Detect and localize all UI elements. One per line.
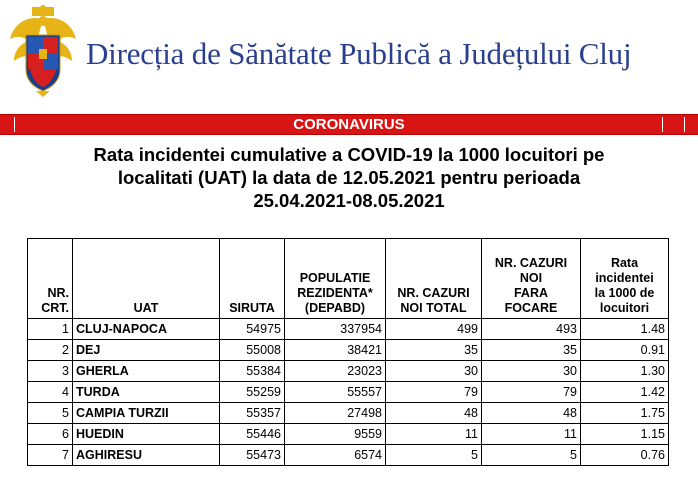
header-line: SIRUTA bbox=[229, 301, 275, 315]
table-row bbox=[28, 403, 669, 424]
new-cases-total: 11 bbox=[386, 424, 482, 445]
siruta-code: 55008 bbox=[220, 340, 285, 361]
coronavirus-banner bbox=[0, 114, 698, 135]
population: 27498 bbox=[285, 403, 386, 424]
new-cases-no-outbreak: 79 bbox=[482, 382, 581, 403]
uat-name: DEJ bbox=[73, 340, 220, 361]
siruta-code: 55446 bbox=[220, 424, 285, 445]
population: 9559 bbox=[285, 424, 386, 445]
siruta-code: 55384 bbox=[220, 361, 285, 382]
new-cases-no-outbreak: 5 bbox=[482, 445, 581, 466]
new-cases-total: 30 bbox=[386, 361, 482, 382]
siruta-code: 55259 bbox=[220, 382, 285, 403]
header-line: POPULATIE bbox=[299, 271, 371, 285]
incidence-table bbox=[27, 238, 669, 466]
incidence-rate: 0.76 bbox=[581, 445, 669, 466]
header-line: UAT bbox=[133, 301, 159, 315]
cases-no-outbreak-header bbox=[482, 239, 581, 319]
header-line: la 1000 de bbox=[594, 286, 655, 300]
header-line: FOCARE bbox=[504, 301, 558, 315]
incidence-rate: 0.91 bbox=[581, 340, 669, 361]
report-title-line: 25.04.2021-08.05.2021 bbox=[253, 190, 445, 211]
row-number: 2 bbox=[28, 340, 73, 361]
header-line: FARA bbox=[513, 286, 549, 300]
siruta-code: 55473 bbox=[220, 445, 285, 466]
table-body bbox=[28, 319, 669, 466]
uat-name: CLUJ-NAPOCA bbox=[73, 319, 220, 340]
population: 55557 bbox=[285, 382, 386, 403]
new-cases-total: 5 bbox=[386, 445, 482, 466]
uat-name: HUEDIN bbox=[73, 424, 220, 445]
report-title-line: localitati (UAT) la data de 12.05.2021 pentru perioada bbox=[117, 167, 581, 188]
header-line: REZIDENTA* bbox=[297, 286, 373, 300]
new-cases-no-outbreak: 35 bbox=[482, 340, 581, 361]
uat-name: AGHIRESU bbox=[73, 445, 220, 466]
header-line: Rata bbox=[610, 256, 639, 270]
header-line: incidentei bbox=[595, 271, 654, 285]
siruta-code: 54975 bbox=[220, 319, 285, 340]
population-header bbox=[285, 239, 386, 319]
table-row bbox=[28, 340, 669, 361]
population: 38421 bbox=[285, 340, 386, 361]
row-number: 6 bbox=[28, 424, 73, 445]
uat-header bbox=[73, 239, 220, 319]
incidence-rate-header bbox=[581, 239, 669, 319]
row-number: 7 bbox=[28, 445, 73, 466]
organization-name: Direcția de Sănătate Publică a Județului Cluj bbox=[86, 36, 632, 71]
header-line: locuitori bbox=[599, 301, 650, 315]
row-number: 4 bbox=[28, 382, 73, 403]
incidence-rate: 1.75 bbox=[581, 403, 669, 424]
siruta-code: 55357 bbox=[220, 403, 285, 424]
table-header-row bbox=[28, 239, 669, 319]
new-cases-header bbox=[386, 239, 482, 319]
row-number: 5 bbox=[28, 403, 73, 424]
uat-name: GHERLA bbox=[73, 361, 220, 382]
header-line: NOI bbox=[519, 271, 543, 285]
report-title-line: Rata incidentei cumulative a COVID-19 la 1000 locuitori pe bbox=[93, 144, 605, 165]
nr-crt-header bbox=[28, 239, 73, 319]
new-cases-no-outbreak: 11 bbox=[482, 424, 581, 445]
table-row bbox=[28, 445, 669, 466]
siruta-header bbox=[220, 239, 285, 319]
table-row bbox=[28, 361, 669, 382]
header-line: (DEPABD) bbox=[304, 301, 366, 315]
new-cases-total: 35 bbox=[386, 340, 482, 361]
header-line: NR. CAZURI bbox=[494, 256, 568, 270]
incidence-rate: 1.15 bbox=[581, 424, 669, 445]
uat-name: CAMPIA TURZII bbox=[73, 403, 220, 424]
table-row bbox=[28, 319, 669, 340]
report-title bbox=[20, 143, 678, 212]
page-header bbox=[0, 0, 698, 104]
banner-label: CORONAVIRUS bbox=[293, 116, 405, 133]
table-row bbox=[28, 424, 669, 445]
header-line: NR. bbox=[47, 286, 69, 300]
coat-of-arms-icon bbox=[8, 5, 78, 97]
row-number: 3 bbox=[28, 361, 73, 382]
incidence-rate: 1.30 bbox=[581, 361, 669, 382]
population: 23023 bbox=[285, 361, 386, 382]
header-line: NOI TOTAL bbox=[400, 301, 467, 315]
row-number: 1 bbox=[28, 319, 73, 340]
population: 337954 bbox=[285, 319, 386, 340]
header-line: CRT. bbox=[41, 301, 69, 315]
new-cases-no-outbreak: 493 bbox=[482, 319, 581, 340]
uat-name: TURDA bbox=[73, 382, 220, 403]
header-line: NR. CAZURI bbox=[397, 286, 470, 300]
population: 6574 bbox=[285, 445, 386, 466]
new-cases-total: 499 bbox=[386, 319, 482, 340]
new-cases-no-outbreak: 48 bbox=[482, 403, 581, 424]
new-cases-no-outbreak: 30 bbox=[482, 361, 581, 382]
new-cases-total: 79 bbox=[386, 382, 482, 403]
incidence-rate: 1.48 bbox=[581, 319, 669, 340]
table-row bbox=[28, 382, 669, 403]
new-cases-total: 48 bbox=[386, 403, 482, 424]
incidence-rate: 1.42 bbox=[581, 382, 669, 403]
